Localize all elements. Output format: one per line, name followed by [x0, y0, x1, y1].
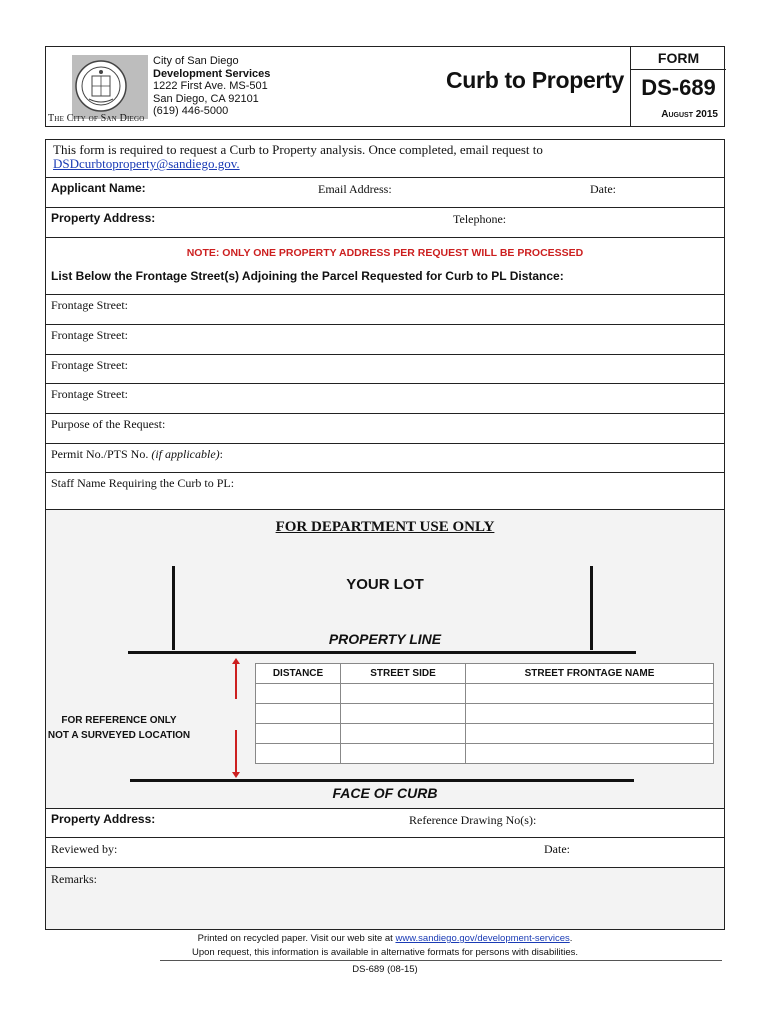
table-cell[interactable] [256, 684, 341, 704]
department-address [153, 55, 270, 118]
face-of-curb-line [130, 779, 634, 782]
address-line: City of San Diego [153, 55, 239, 67]
reference-line: NOT A SURVEYED LOCATION [47, 730, 191, 741]
remarks-area[interactable] [46, 868, 724, 929]
arrow-down-icon [232, 772, 240, 778]
table-row [256, 704, 714, 724]
note-row [46, 238, 724, 295]
reference-note [46, 713, 192, 743]
reviewed-by-label: Reviewed by: [51, 842, 118, 856]
table-header-row [256, 664, 714, 684]
staff-label: Staff Name Requiring the Curb to PL: [51, 476, 235, 490]
table-cell[interactable] [466, 704, 714, 724]
intro-sentence: This form is required to request a Curb to Property analysis. Once completed, email request to [53, 142, 543, 157]
applicant-row[interactable] [46, 178, 724, 208]
request-form [45, 139, 725, 930]
form-header [45, 46, 725, 127]
table-cell[interactable] [341, 724, 466, 744]
column-header-street-side: STREET SIDE [341, 664, 466, 684]
your-lot-label: YOUR LOT [346, 576, 424, 593]
table-row [256, 724, 714, 744]
frontage-street-label: Frontage Street: [51, 358, 128, 372]
divider [631, 69, 726, 70]
address-line-department: Development Services [153, 67, 271, 80]
distance-arrow-line [235, 730, 237, 772]
one-address-note: NOTE: ONLY ONE PROPERTY ADDRESS PER REQUEST WILL BE PROCESSED [186, 247, 584, 259]
table-cell[interactable] [341, 684, 466, 704]
department-heading: FOR DEPARTMENT USE ONLY [275, 519, 495, 535]
property-line-label: PROPERTY LINE [328, 631, 442, 647]
date-label: Date: [590, 182, 616, 196]
property-row[interactable] [46, 208, 724, 238]
distance-arrow-line [235, 663, 237, 699]
footer-form-code: DS-689 (08-15) [352, 964, 418, 975]
applicant-name-label: Applicant Name: [51, 181, 146, 195]
website-link[interactable]: www.sandiego.gov/development-services [395, 933, 570, 944]
footer-text: Printed on recycled paper. Visit our web site at [197, 933, 393, 944]
review-property-row[interactable] [46, 808, 724, 838]
frontage-street-row[interactable] [46, 384, 724, 414]
column-header-frontage-name: STREET FRONTAGE NAME [466, 664, 714, 684]
table-cell[interactable] [341, 744, 466, 764]
frontage-street-label: Frontage Street: [51, 298, 128, 312]
city-caption: The City of San Diego [48, 113, 145, 124]
property-line [128, 651, 636, 654]
address-line: San Diego, CA 92101 [153, 92, 259, 105]
table-cell[interactable] [256, 744, 341, 764]
form-id-box [630, 47, 726, 126]
city-logo-area [46, 47, 150, 126]
reference-line: FOR REFERENCE ONLY [61, 715, 177, 726]
purpose-label: Purpose of the Request: [51, 417, 166, 431]
form-number: DS-689 [641, 75, 716, 100]
form-title: Curb to Property [446, 67, 624, 93]
table-row [256, 744, 714, 764]
staff-row[interactable] [46, 473, 724, 510]
form-date: August 2015 [661, 109, 718, 120]
intro-row [46, 140, 724, 178]
table-cell[interactable] [256, 704, 341, 724]
address-line-phone: (619) 446-5000 [153, 105, 229, 117]
frontage-street-row[interactable] [46, 295, 724, 325]
table-cell[interactable] [466, 724, 714, 744]
form-label: FORM [657, 50, 700, 66]
email-address-label: Email Address: [318, 182, 392, 196]
footer-accessibility-note: Upon request, this information is available in alternative formats for persons with disabilities. [192, 947, 578, 958]
distance-table [255, 663, 714, 764]
review-property-address-label: Property Address: [51, 812, 156, 826]
frontage-street-label: Frontage Street: [51, 387, 128, 401]
city-seal-icon [74, 59, 128, 113]
property-address-label: Property Address: [51, 211, 156, 225]
reviewed-row[interactable] [46, 838, 724, 868]
email-link[interactable]: DSDcurbtoproperty@sandiego.gov. [53, 156, 240, 171]
column-header-distance: DISTANCE [256, 664, 341, 684]
intro-text [53, 143, 713, 171]
reference-drawing-label: Reference Drawing No(s): [409, 813, 537, 827]
permit-row[interactable] [46, 444, 724, 473]
frontage-street-row[interactable] [46, 325, 724, 355]
address-line: 1222 First Ave. MS-501 [153, 80, 268, 92]
footer-divider [160, 960, 722, 961]
frontage-street-label: Frontage Street: [51, 328, 128, 342]
table-cell[interactable] [466, 684, 714, 704]
table-row [256, 684, 714, 704]
frontage-heading: List Below the Frontage Street(s) Adjoining the Parcel Requested for Curb to PL Distance: [51, 269, 564, 283]
face-of-curb-label: FACE OF CURB [332, 785, 438, 801]
permit-note: (if applicable) [151, 447, 220, 461]
footer-recycled-note: Printed on recycled paper. Visit our web site at www.sandiego.gov/development-services. [197, 933, 573, 944]
purpose-row[interactable] [46, 414, 724, 444]
frontage-street-row[interactable] [46, 355, 724, 384]
table-cell[interactable] [341, 704, 466, 724]
table-cell[interactable] [466, 744, 714, 764]
review-date-label: Date: [544, 842, 570, 856]
permit-label-text: Permit No./PTS No. [51, 447, 149, 461]
remarks-label: Remarks: [51, 872, 97, 886]
permit-label: Permit No./PTS No. (if applicable): [51, 447, 224, 461]
table-cell[interactable] [256, 724, 341, 744]
telephone-label: Telephone: [453, 212, 507, 226]
